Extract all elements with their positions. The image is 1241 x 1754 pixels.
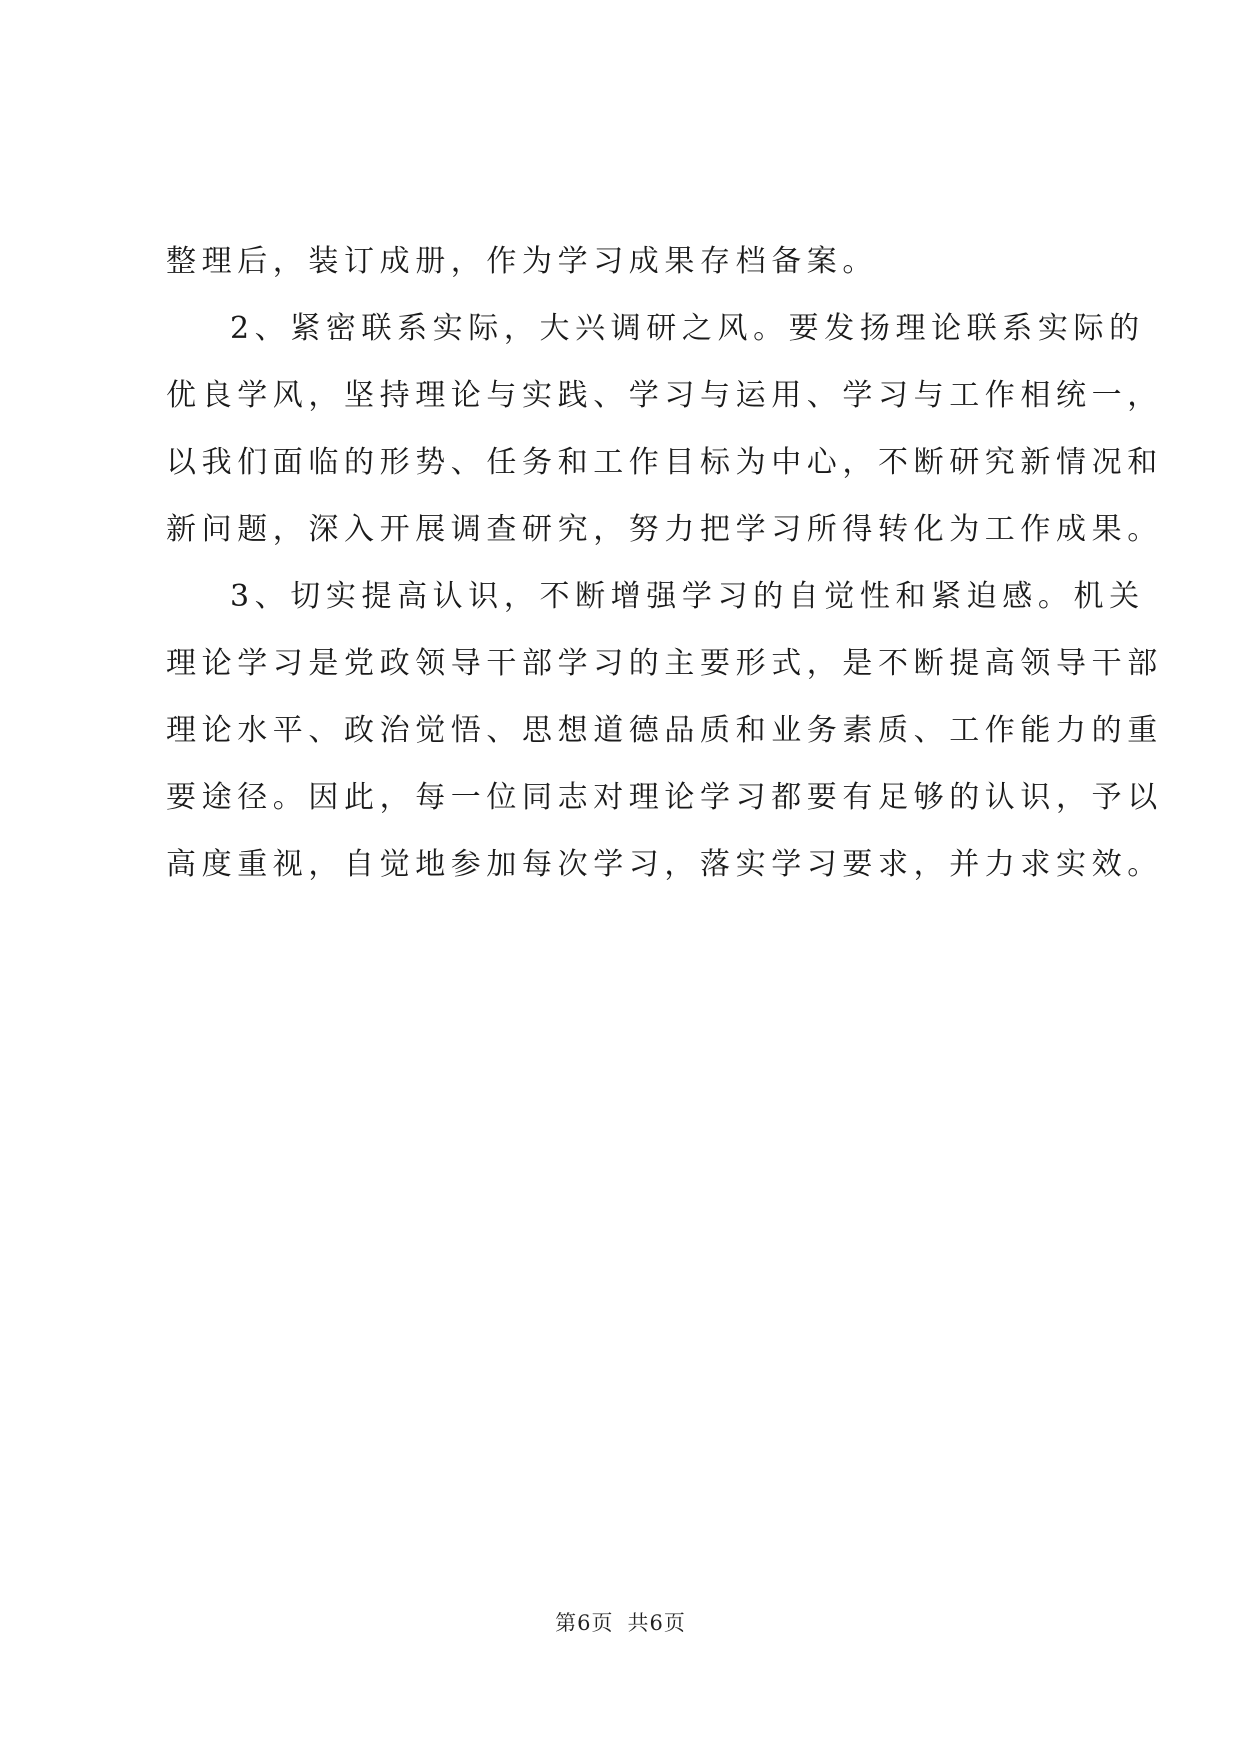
- paragraph-3-line-2: 理论学习是党政领导干部学习的主要形式，是不断提高领导干部: [166, 646, 1163, 681]
- paragraph-3-line-4: 要途径。因此，每一位同志对理论学习都要有足够的认识，予以: [166, 780, 1163, 815]
- paragraph-2-line-2: 优良学风，坚持理论与实践、学习与运用、学习与工作相统一，: [166, 378, 1163, 413]
- document-body: [166, 228, 1163, 898]
- paragraph-2-line-4: 新问题，深入开展调查研究，努力把学习所得转化为工作成果。: [166, 512, 1163, 547]
- paragraph-3-line-3: 理论水平、政治觉悟、思想道德品质和业务素质、工作能力的重: [166, 713, 1163, 748]
- paragraph-1-line-1: 整理后，装订成册，作为学习成果存档备案。: [166, 244, 878, 279]
- paragraph-3-line-5: 高度重视，自觉地参加每次学习，落实学习要求，并力求实效。: [166, 847, 1163, 882]
- page-footer: [0, 1608, 1241, 1638]
- paragraph-2-line-3: 以我们面临的形势、任务和工作目标为中心，不断研究新情况和: [166, 445, 1163, 480]
- page-number-current: 第6页: [555, 1611, 614, 1635]
- page-number-total: 共6页: [627, 1611, 686, 1635]
- paragraph-2-line-1: 2、紧密联系实际，大兴调研之风。要发扬理论联系实际的: [230, 311, 1145, 346]
- paragraph-3-line-1: 3、切实提高认识，不断增强学习的自觉性和紧迫感。机关: [230, 579, 1145, 614]
